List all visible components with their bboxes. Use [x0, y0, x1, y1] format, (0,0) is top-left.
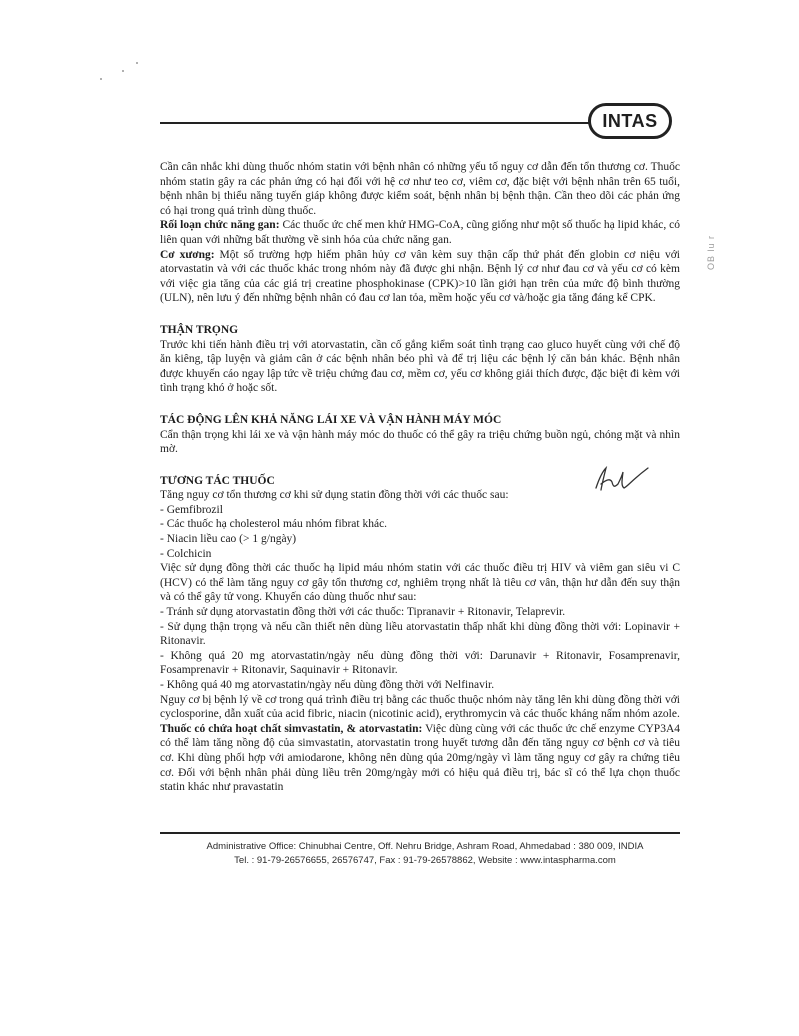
myopathy-risk-paragraph: Nguy cơ bị bệnh lý về cơ trong quá trình điều trị bằng các thuốc thuộc nhóm này tăng lên khi dùng đồng thời với cyclosporine, dẫn xuất của acid fibric, niacin (nicotinic acid), erythromycin và các thuốc kháng nấm nhóm azole. — [160, 693, 680, 721]
liver-paragraph — [160, 218, 680, 247]
list-item: - Niacin liều cao (> 1 g/ngày) — [160, 533, 297, 546]
header-rule — [160, 122, 592, 124]
footer — [160, 840, 690, 868]
intas-logo: INTAS — [588, 103, 672, 139]
simvastatin-term: Thuốc có chứa hoạt chất simvastatin, & atorvastatin: — [160, 722, 423, 735]
interactions-heading: TƯƠNG TÁC THUỐC — [160, 474, 275, 487]
handwritten-signature — [592, 462, 652, 496]
list-item: - Không quá 40 mg atorvastatin/ngày nếu dùng đồng thời với Nelfinavir. — [160, 679, 495, 691]
musculoskeletal-paragraph — [160, 248, 680, 306]
list-item: - Tránh sử dụng atorvastatin đồng thời với các thuốc: Tipranavir + Ritonavir, Telaprevir. — [160, 606, 566, 619]
driving-text: Cẩn thận trọng khi lái xe và vận hành máy móc do thuốc có thể gây ra triệu chứng buồn ngủ, chóng mặt và nhìn mờ. — [160, 428, 680, 456]
driving-heading: TÁC ĐỘNG LÊN KHẢ NĂNG LÁI XE VÀ VẬN HÀNH MÁY MÓC — [160, 413, 502, 426]
list-item: - Không quá 20 mg atorvastatin/ngày nếu dùng đồng thời với: Darunavir + Ritonavir, Fosamprenavir, Fosamprenavir + Ritonavir, Saquinavir + Ritonavir. — [160, 649, 680, 677]
footer-contact: Tel. : 91-79-26576655, 26576747, Fax : 91-79-26578862, Website : www.intaspharma.com — [234, 855, 616, 866]
precautions-text: Trước khi tiến hành điều trị với atorvastatin, cần cố gắng kiểm soát tình trạng cao gluco huyết cùng với chế độ ăn kiêng, tập luyện và giảm cân ở các bệnh nhân béo phì và để trị liệu các bệnh lý căn bản khác. Bệnh nhân được khuyến cáo ngay lập tức về triệu chứng đau cơ, mềm cơ, yếu cơ không giải thích được, đặc biệt đi kèm với tình trạng khó ở hoặc sốt. — [160, 338, 680, 395]
list-item: - Colchicin — [160, 547, 212, 560]
scan-specks — [100, 60, 140, 90]
list-item: - Sử dụng thận trọng và nếu cần thiết nên dùng liều atorvastatin thấp nhất khi dùng đồng thời với: Lopinavir + Ritonavir. — [160, 620, 680, 648]
margin-stamp: OB lu r — [706, 234, 716, 270]
muscle-text: Một số trường hợp hiếm phân hủy cơ vân kèm suy thận cấp thứ phát đến globin cơ niệu với atorvastatin và với các thuốc khác trong nhóm này đã được ghi nhận. Bệnh lý cơ như đau cơ và yếu cơ có kèm với việc gia tăng của các giá trị creatine phosphokinase (CPK)>10 lần giới hạn trên của mức độ bình thường (ULN), nên lưu ý đến những bệnh nhân có đau cơ lan tỏa, mềm hoặc yếu cơ và/hoặc gia tăng đáng kể CPK. — [160, 248, 680, 305]
list-item: - Gemfibrozil — [160, 503, 223, 516]
interactions-intro: Tăng nguy cơ tổn thương cơ khi sử dụng statin đồng thời với các thuốc sau: — [160, 489, 509, 502]
footer-rule — [160, 832, 680, 834]
liver-text: Các thuốc ức chế men khử HMG-CoA, cũng giống như một số thuốc hạ lipid khác, có liên quan với những bất thường về sinh hóa của chức năng gan. — [160, 219, 680, 246]
precautions-heading: THẬN TRỌNG — [160, 323, 239, 336]
liver-term: Rối loạn chức năng gan: — [160, 219, 280, 232]
hiv-hcv-paragraph: Việc sử dụng đồng thời các thuốc hạ lipid máu nhóm statin với các thuốc điều trị HIV và viêm gan siêu vi C (HCV) có thể làm tăng nguy cơ gây tổn thương cơ, nghiêm trọng nhất là tiêu cơ vân, thận hư dẫn đến suy thận và có thể gây tử vong. Khuyến cáo dùng thuốc như sau: — [160, 562, 680, 604]
footer-address: Administrative Office: Chinubhai Centre, Off. Nehru Bridge, Ashram Road, Ahmedabad : 380 009, INDIA — [206, 841, 644, 852]
simvastatin-paragraph — [160, 722, 680, 795]
muscle-risk-paragraph: Cần cân nhắc khi dùng thuốc nhóm statin với bệnh nhân có những yếu tố nguy cơ dẫn đến tổn thương cơ. Thuốc nhóm statin gây ra các phản ứng có hại đối với hệ cơ như teo cơ, viêm cơ, đặc biệt với bệnh nhân trên 65 tuổi, bệnh nhân bị thiểu năng tuyến giáp không được kiểm soát, bệnh nhân bị bệnh thận. Cần theo dõi các phản ứng có hại trong quá trình dùng thuốc. — [160, 161, 680, 217]
muscle-term: Cơ xương: — [160, 248, 215, 261]
simvastatin-text: Việc dùng cùng với các thuốc ức chế enzyme CYP3A4 có thể làm tăng nồng độ của simvastatin, atorvastatin trong huyết tương dẫn đến tăng nguy cơ bệnh cơ và tiêu cơ. Khi dùng phối hợp với amiodarone, không nên dùng qúa 20mg/ngày vì làm tăng nguy cơ gây ra chứng tiêu cơ. Đối với bệnh nhân phải dùng liều trên 20mg/ngày mới có hiệu quả điều trị, bác sĩ có thể lựa chọn thuốc statin khác như pravastatin — [160, 722, 680, 794]
list-item: - Các thuốc hạ cholesterol máu nhóm fibrat khác. — [160, 518, 388, 531]
